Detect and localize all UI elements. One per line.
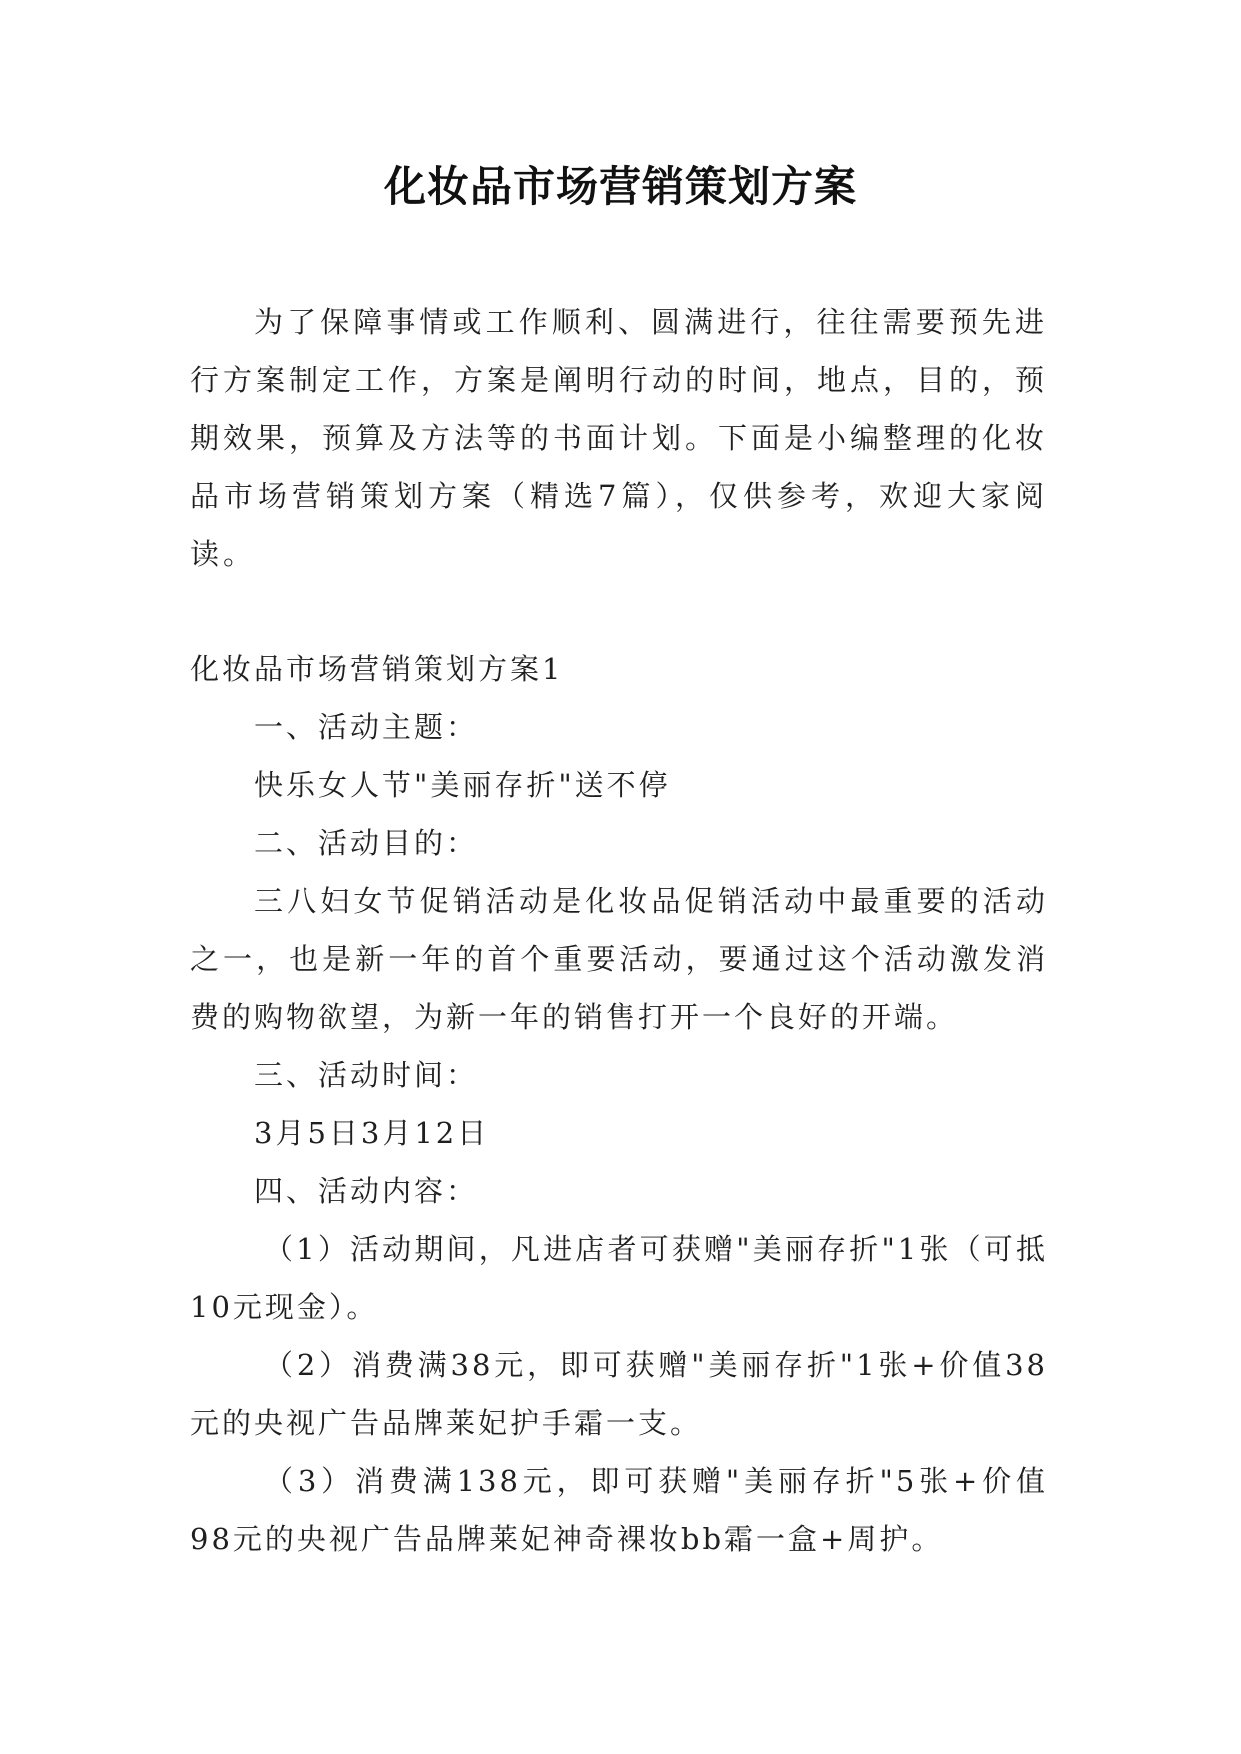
content-item-2: （2）消费满38元，即可获赠"美丽存折"1张+价值38元的央视广告品牌莱妃护手霜一支。	[190, 1348, 1048, 1440]
heading-content: 四、活动内容：	[254, 1174, 479, 1208]
document-title: 化妆品市场营销策划方案	[383, 162, 857, 211]
heading-purpose: 二、活动目的：	[254, 826, 479, 860]
section-title: 化妆品市场营销策划方案1	[190, 652, 564, 686]
content-item-1: （1）活动期间，凡进店者可获赠"美丽存折"1张（可抵10元现金）。	[190, 1232, 1048, 1324]
intro-paragraph: 为了保障事情或工作顺利、圆满进行，往往需要预先进行方案制定工作，方案是阐明行动的时间，地点，目的，预期效果，预算及方法等的书面计划。下面是小编整理的化妆品市场营销策划方案（精选7篇），仅供参考，欢迎大家阅读。	[190, 305, 1049, 571]
heading-time: 三、活动时间：	[254, 1058, 479, 1092]
time-text: 3月5日3月12日	[254, 1116, 490, 1150]
intro-block	[190, 293, 1048, 583]
heading-theme: 一、活动主题：	[254, 710, 479, 744]
theme-text: 快乐女人节"美丽存折"送不停	[254, 768, 671, 802]
section-1	[190, 640, 1048, 1568]
content-item-3: （3）消费满138元，即可获赠"美丽存折"5张+价值98元的央视广告品牌莱妃神奇裸妆bb霜一盒+周护。	[190, 1464, 1048, 1556]
purpose-text: 三八妇女节促销活动是化妆品促销活动中最重要的活动之一，也是新一年的首个重要活动，要通过这个活动激发消费的购物欲望，为新一年的销售打开一个良好的开端。	[190, 884, 1048, 1034]
